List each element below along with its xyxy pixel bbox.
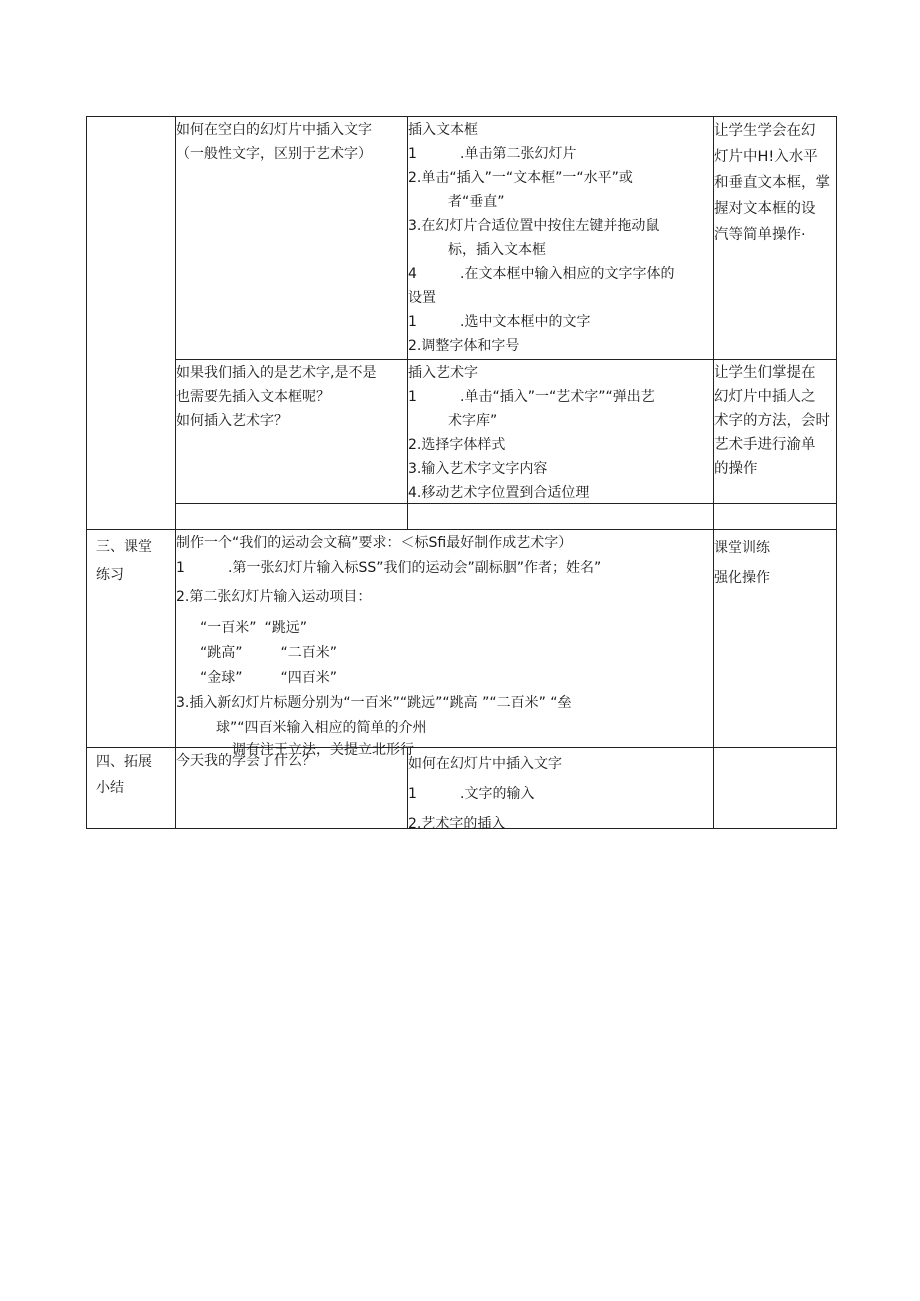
step-line: 3.在幻灯片合适位置中按住左键并拖动鼠 bbox=[408, 218, 660, 234]
step-line: 2.调整字体和字号 bbox=[408, 338, 520, 354]
step-line bbox=[408, 142, 712, 166]
goal-line: 课堂训练 bbox=[714, 540, 770, 556]
task-line bbox=[176, 556, 712, 581]
question-line: 如果我们插入的是艺术字,是不是 bbox=[176, 365, 377, 381]
section-label: 四、拓展 bbox=[96, 754, 152, 770]
steps-title: 插入艺术字 bbox=[408, 365, 478, 381]
step-line: 4.移动艺术字位置到合适位理 bbox=[408, 485, 590, 501]
row1-question-cell bbox=[176, 118, 406, 358]
row1-steps-cell bbox=[408, 118, 712, 358]
row2-steps-cell bbox=[408, 361, 712, 502]
steps-title: 插入文本框 bbox=[408, 122, 478, 138]
step-text: .在文本框中输入相应的文字字体的 bbox=[460, 266, 675, 282]
task-line: 3.插入新幻灯片标题分别为“一百米”“跳远”“跳高 ”“二百米” “垒 bbox=[176, 695, 572, 711]
step-number: 1 bbox=[408, 146, 417, 162]
task-line: 2.第二张幻灯片输入运动项目： bbox=[176, 589, 372, 605]
row2-question-cell bbox=[176, 361, 406, 502]
step-text: .单击第二张幻灯片 bbox=[460, 146, 577, 162]
step-line: 3.输入艺术字文字内容 bbox=[408, 461, 548, 477]
goal-line: 握对文本框的设 bbox=[714, 201, 816, 217]
table-left-border bbox=[86, 116, 87, 829]
section-label: 三、课堂 bbox=[96, 539, 152, 555]
summary-line bbox=[408, 779, 712, 809]
summary-question: 今天我的学会了什么？ bbox=[176, 753, 316, 769]
section-label: 小结 bbox=[96, 780, 124, 796]
summary-text: .文字的输入 bbox=[460, 786, 535, 802]
section-label: 练习 bbox=[96, 567, 124, 583]
question-line: 也需要先插入文本框呢？ bbox=[176, 389, 330, 405]
row-divider bbox=[86, 529, 837, 530]
task-line: 球”“四百米输入相应的简单的介州 bbox=[216, 720, 427, 736]
task-line: 调有注王立法，关提立北形行 bbox=[232, 742, 414, 758]
task-line: 制作一个“我们的运动会文稿”要求：＜标Sfi最好制作成艺术字） bbox=[176, 535, 573, 551]
event-row bbox=[176, 666, 712, 691]
step-line: 设置 bbox=[408, 290, 436, 306]
goal-line: 强化操作 bbox=[714, 570, 770, 586]
event-row bbox=[176, 616, 712, 641]
step-line: 2.选择字体样式 bbox=[408, 437, 506, 453]
summary-question-cell bbox=[176, 749, 406, 827]
table-right-border bbox=[836, 116, 837, 829]
step-text: .单击“插入”一“艺术字”“弹出艺 bbox=[460, 389, 655, 405]
event-item: “二百米” bbox=[280, 645, 338, 661]
goal-line: 和垂直文本框，掌 bbox=[714, 175, 830, 191]
goal-line: 灯片中H!入水平 bbox=[714, 149, 818, 165]
event-item: “跳高” bbox=[200, 645, 243, 661]
question-line: 如何插入艺术字？ bbox=[176, 413, 288, 429]
step-line bbox=[408, 385, 712, 409]
step-line: 标，插入文本框 bbox=[448, 242, 546, 258]
step-number: 1 bbox=[408, 389, 417, 405]
step-line: 者“垂直” bbox=[448, 194, 505, 210]
goal-line: 让学生学会在幻 bbox=[714, 123, 816, 139]
event-item: “一百米” bbox=[200, 620, 257, 636]
goal-line: 幻灯片中插人之 bbox=[714, 389, 816, 405]
table-top-border bbox=[86, 116, 837, 117]
goal-line: 艺术手进行渝单 bbox=[714, 437, 816, 453]
step-line bbox=[408, 310, 712, 334]
step-line bbox=[408, 262, 712, 286]
step-line: 术字库” bbox=[448, 413, 498, 429]
summary-section-cell bbox=[96, 749, 174, 827]
event-item: “四百米” bbox=[280, 670, 338, 686]
goal-line: 让学生们掌提在 bbox=[714, 365, 816, 381]
row1-goal-cell bbox=[714, 118, 836, 358]
event-row bbox=[176, 641, 712, 666]
practice-section-cell bbox=[96, 533, 174, 745]
question-line: 如何在空白的幻灯片中插入文字 bbox=[176, 122, 372, 138]
event-item: “跳远” bbox=[264, 620, 308, 636]
event-item: “金球” bbox=[200, 670, 243, 686]
goal-line: 汽等简单操作· bbox=[714, 227, 806, 243]
practice-goal-cell bbox=[714, 533, 836, 745]
row-divider bbox=[175, 359, 837, 360]
step-number: 4 bbox=[408, 266, 417, 282]
step-line: 2.单击“插入”一“文本框”一“水平”或 bbox=[408, 170, 633, 186]
goal-line: 术字的方法，会时 bbox=[714, 413, 830, 429]
step-text: .选中文本框中的文字 bbox=[460, 314, 591, 330]
task-number: 1 bbox=[176, 560, 185, 576]
step-number: 1 bbox=[408, 314, 417, 330]
task-text: .第一张幻灯片输入标SS”我们的运动会”副标胭”作者；姓名” bbox=[228, 560, 602, 576]
row2-goal-cell bbox=[714, 361, 836, 502]
practice-task-cell bbox=[176, 531, 712, 758]
question-line: （一般性文字，区别于艺术字） bbox=[176, 146, 372, 162]
goal-line: 的操作 bbox=[714, 461, 758, 477]
summary-content-cell bbox=[408, 749, 712, 832]
summary-line: 2.艺术字的插入 bbox=[408, 816, 506, 832]
summary-title: 如何在幻灯片中插入文字 bbox=[408, 756, 562, 772]
summary-number: 1 bbox=[408, 786, 417, 802]
